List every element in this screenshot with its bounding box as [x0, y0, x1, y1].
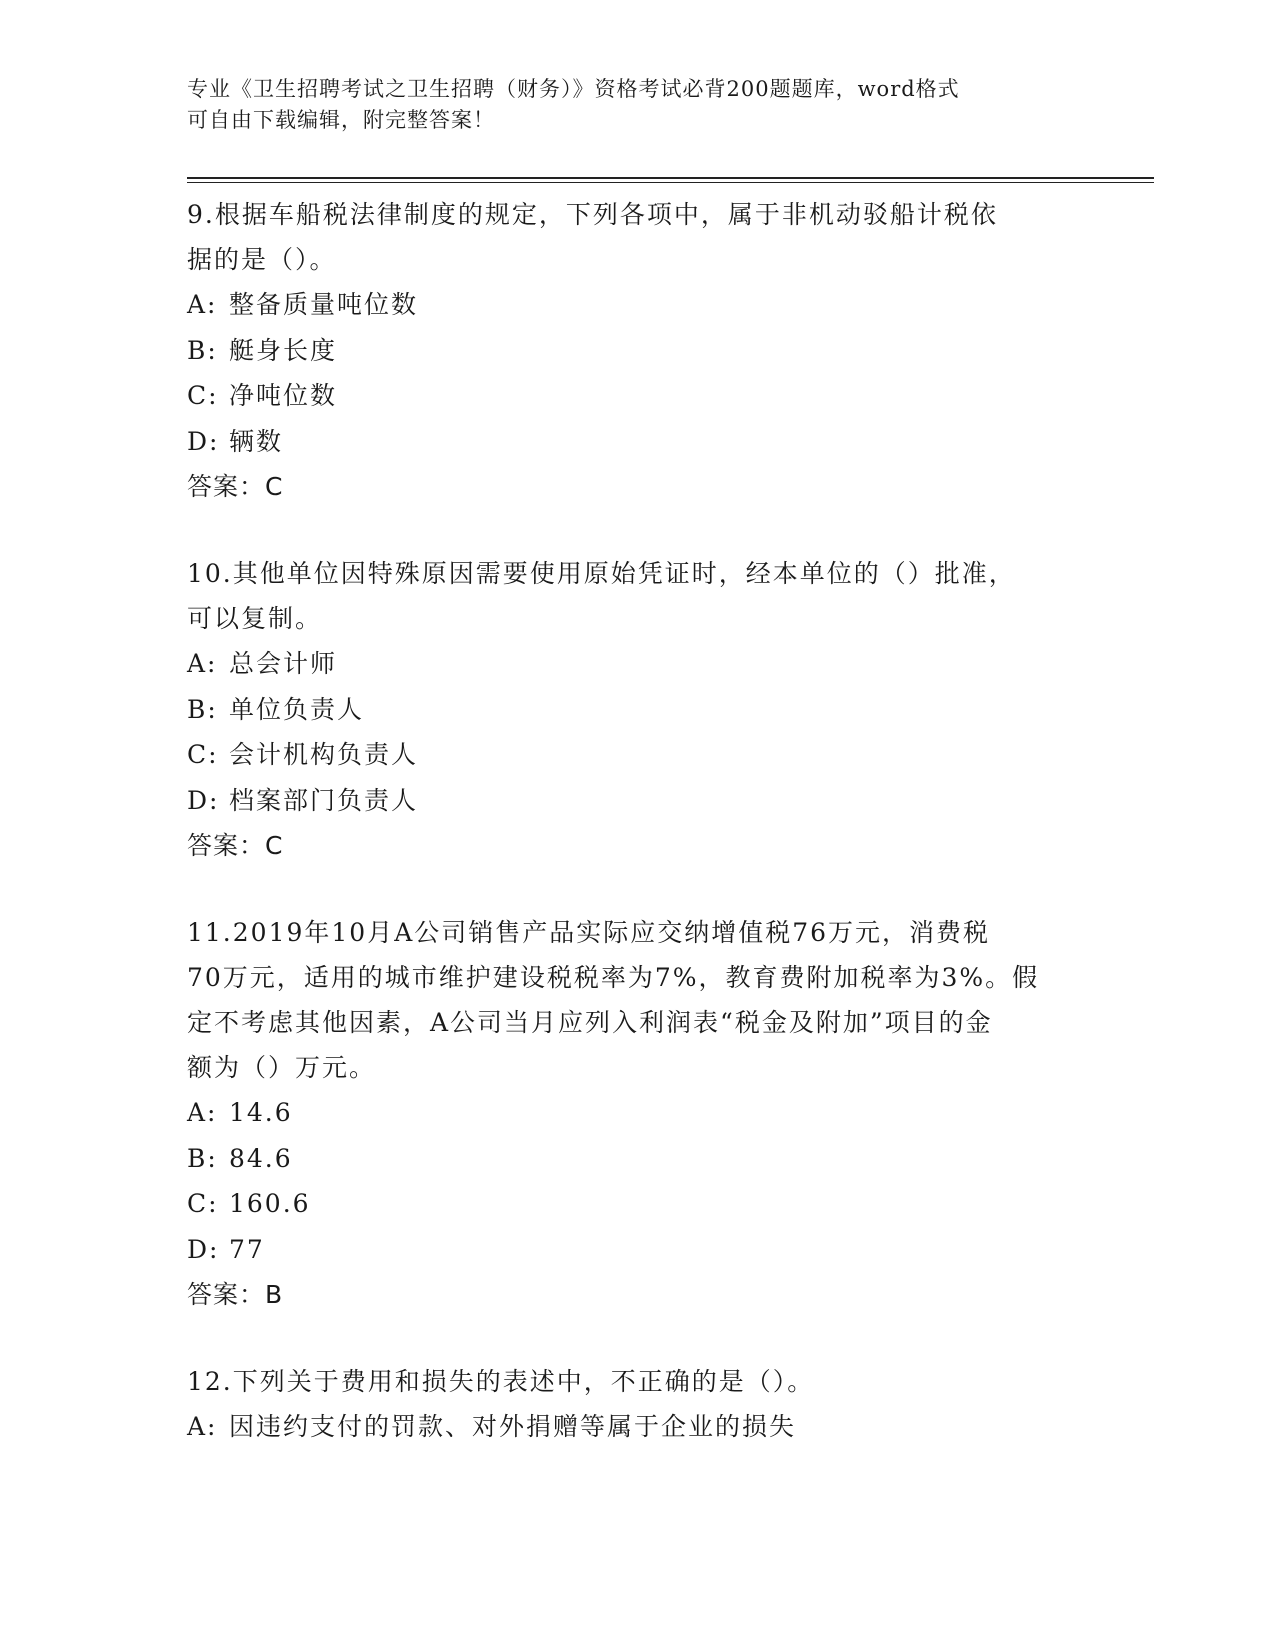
option-text: 整备质量吨位数: [229, 290, 419, 319]
question-9: [187, 192, 1087, 509]
header-line-1: 专业《卫生招聘考试之卫生招聘（财务）》资格考试必背200题题库，word格式: [187, 77, 960, 101]
question-stem-line: 可以复制。: [187, 604, 323, 633]
option-key: A:: [187, 649, 218, 678]
option-b: [187, 1136, 1087, 1182]
option-text: 14.6: [229, 1098, 293, 1127]
option-a: [187, 1090, 1087, 1136]
option-a: [187, 1404, 1087, 1450]
option-key: D:: [187, 785, 220, 815]
option-c: [187, 373, 1087, 419]
option-key: A:: [187, 1412, 218, 1441]
question-11: [187, 910, 1087, 1317]
option-key: D:: [187, 426, 220, 456]
option-d: [187, 419, 1087, 465]
option-key: B:: [187, 694, 218, 724]
question-stem-line: 定不考虑其他因素，A公司当月应列入利润表“税金及附加”项目的金: [187, 1008, 993, 1037]
document-header: [187, 74, 1067, 136]
question-list: [187, 192, 1087, 1492]
option-key: A:: [187, 1098, 218, 1127]
option-key: C:: [187, 1189, 219, 1218]
question-stem-line: 9.根据车船税法律制度的规定，下列各项中，属于非机动驳船计税依: [187, 200, 998, 229]
option-d: [187, 778, 1087, 824]
option-key: B:: [187, 335, 218, 365]
option-text: 84.6: [229, 1143, 293, 1173]
option-d: [187, 1227, 1087, 1273]
option-c: [187, 732, 1087, 778]
option-text: 艇身长度: [229, 335, 338, 365]
header-divider: [187, 177, 1154, 183]
option-key: C:: [187, 740, 219, 769]
question-12: [187, 1359, 1087, 1450]
option-text: 因违约支付的罚款、对外捐赠等属于企业的损失: [229, 1412, 797, 1441]
option-c: [187, 1181, 1087, 1227]
question-stem-line: 10.其他单位因特殊原因需要使用原始凭证时，经本单位的（）批准，: [187, 559, 1016, 588]
option-text: 总会计师: [229, 649, 338, 678]
question-stem-line: 70万元，适用的城市维护建设税税率为7%，教育费附加税率为3%。假: [187, 963, 1040, 992]
option-key: A:: [187, 290, 218, 319]
question-stem-line: 据的是（）。: [187, 245, 337, 274]
question-10: [187, 551, 1087, 868]
option-key: C:: [187, 381, 219, 410]
question-stem-line: 11.2019年10月A公司销售产品实际应交纳增值税76万元，消费税: [187, 918, 991, 947]
option-text: 辆数: [229, 426, 284, 456]
option-key: B:: [187, 1143, 218, 1173]
question-stem-line: 12.下列关于费用和损失的表述中，不正确的是（）。: [187, 1367, 815, 1396]
answer-line: 答案：B: [187, 1280, 284, 1309]
option-text: 160.6: [229, 1189, 311, 1218]
answer-line: 答案：C: [187, 472, 284, 501]
option-text: 会计机构负责人: [229, 740, 419, 769]
option-b: [187, 328, 1087, 374]
option-text: 77: [229, 1234, 265, 1264]
option-text: 单位负责人: [229, 694, 365, 724]
option-text: 档案部门负责人: [229, 785, 419, 815]
option-key: D:: [187, 1234, 220, 1264]
header-line-2: 可自由下载编辑，附完整答案！: [187, 108, 495, 132]
option-a: [187, 282, 1087, 328]
option-text: 净吨位数: [229, 381, 338, 410]
question-stem-line: 额为（）万元。: [187, 1053, 377, 1082]
answer-line: 答案：C: [187, 831, 284, 860]
option-a: [187, 641, 1087, 687]
option-b: [187, 687, 1087, 733]
